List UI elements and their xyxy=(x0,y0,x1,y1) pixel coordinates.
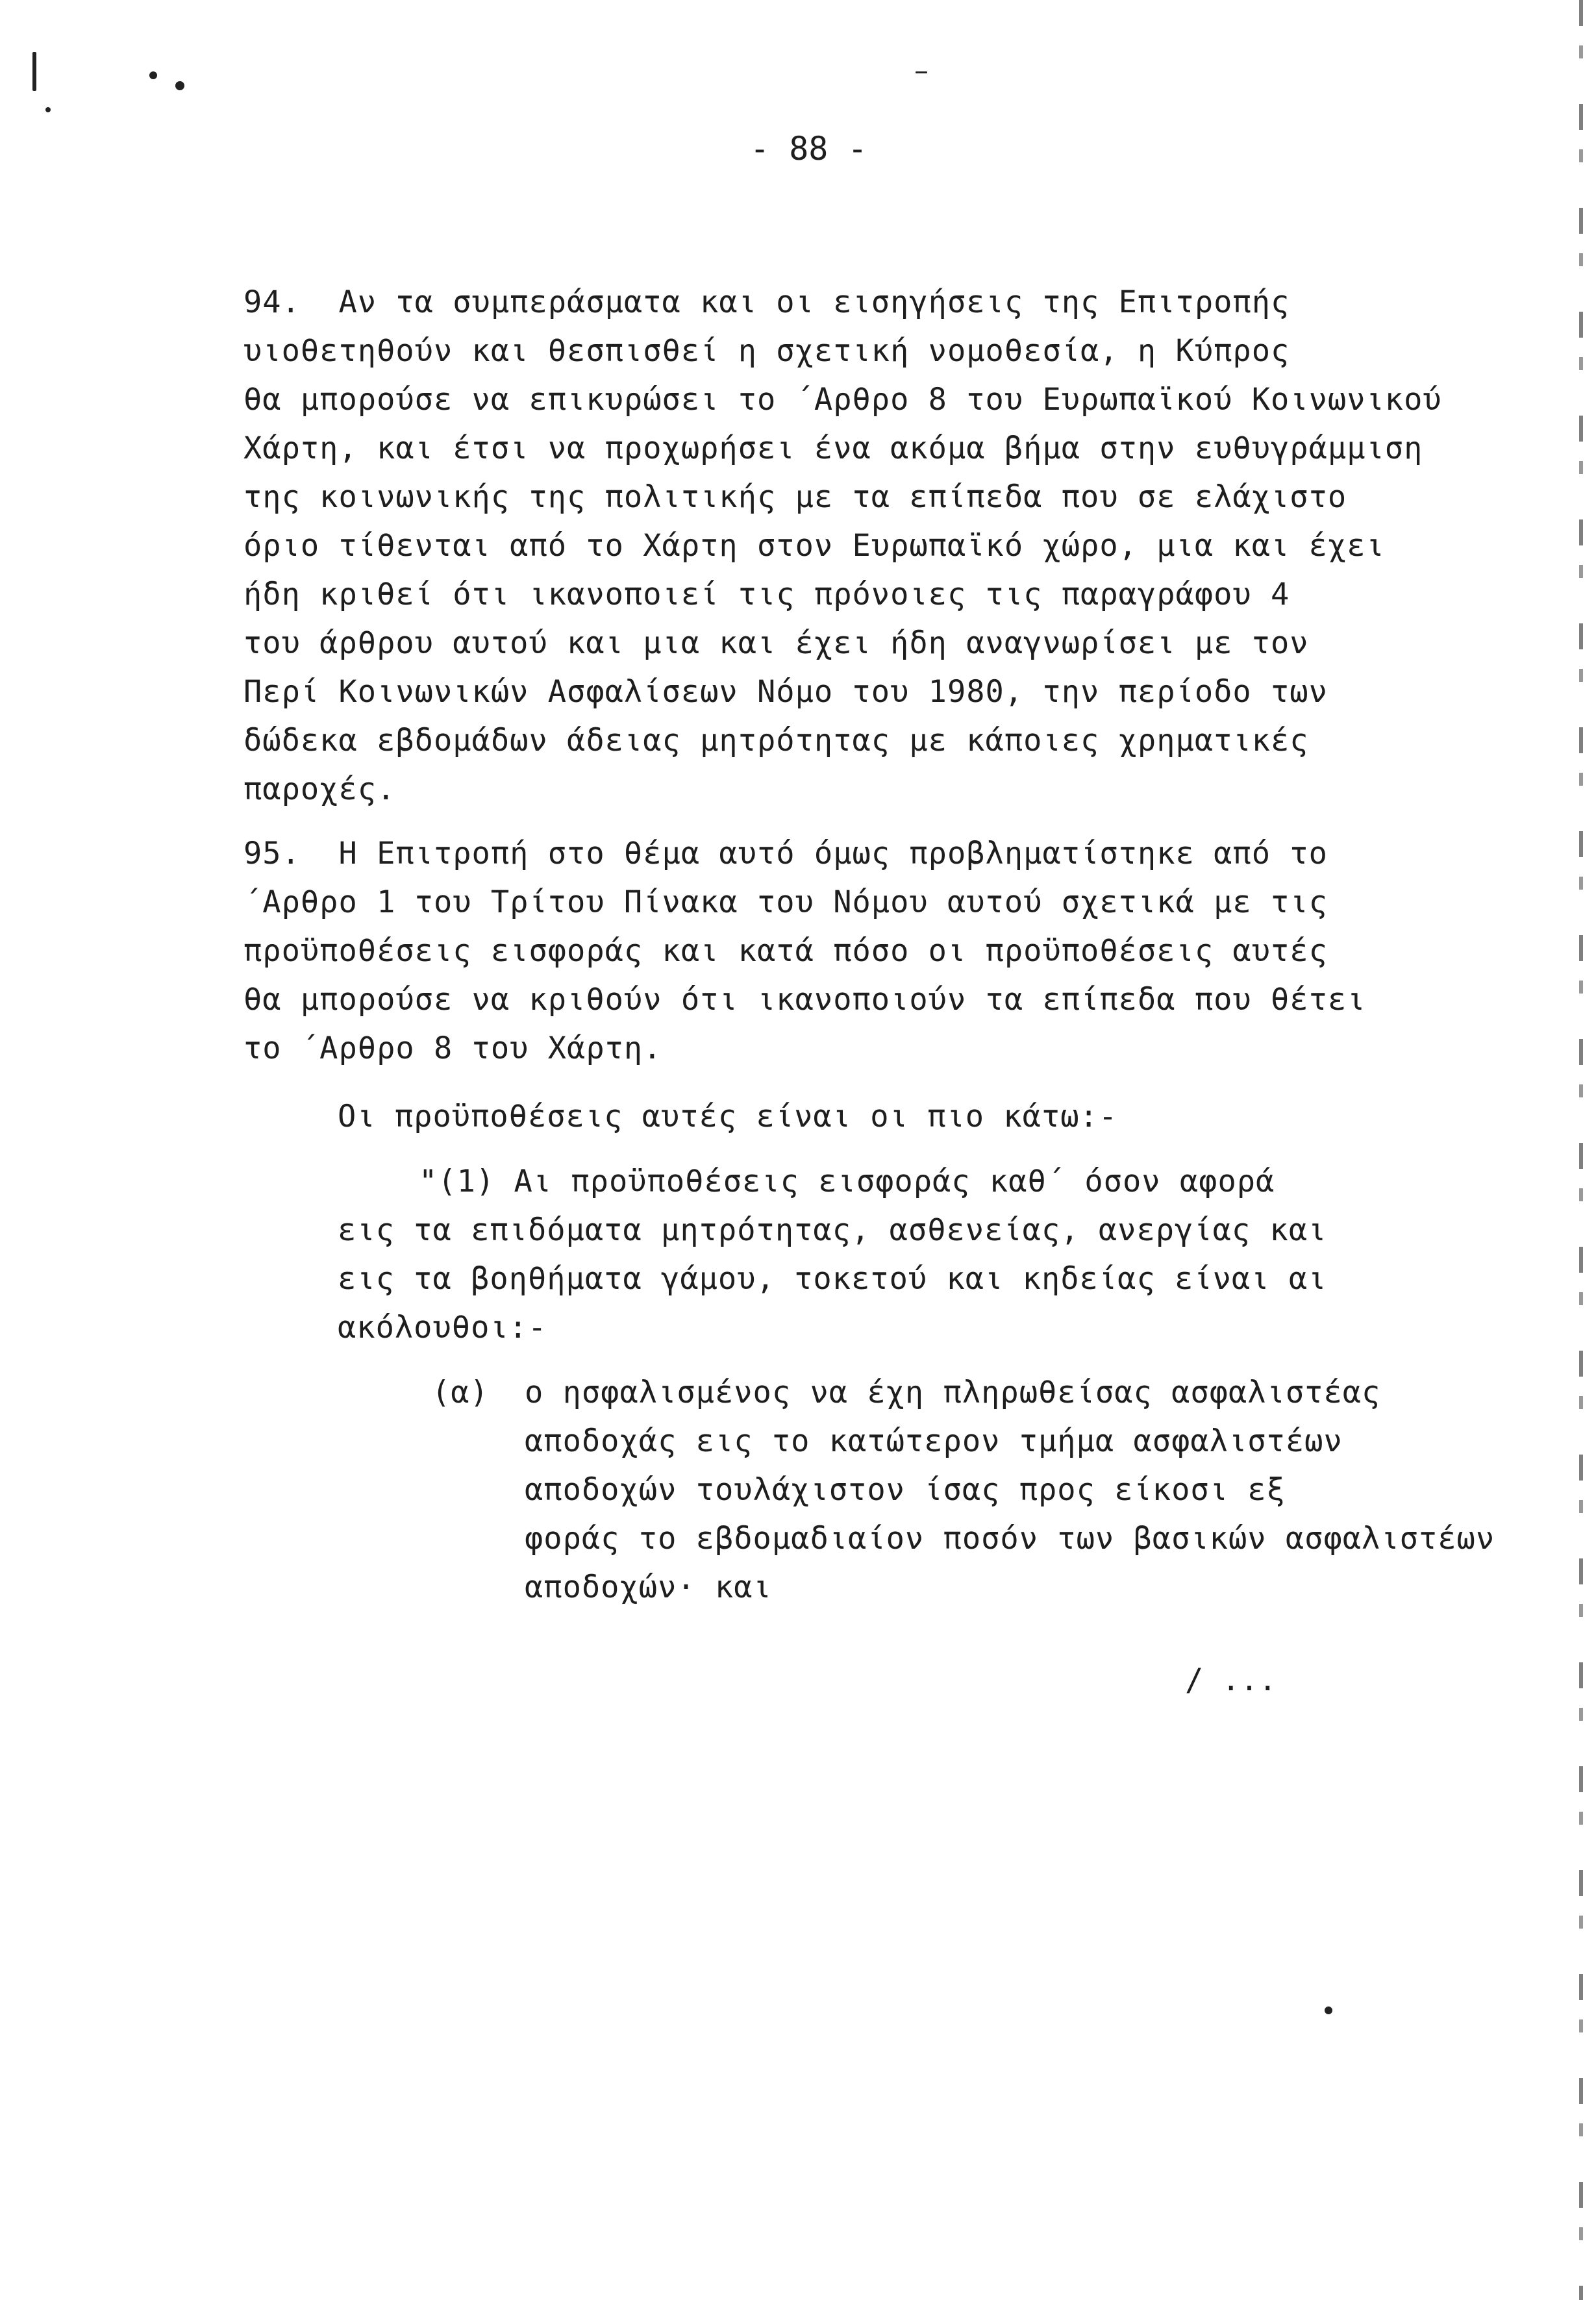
text-line: προϋποθέσεις εισφοράς και κατά πόσο οι προϋποθέσεις αυτές xyxy=(243,933,1328,969)
continuation-mark: / ... xyxy=(1185,1662,1277,1698)
text-line: ο ησφαλισμένος να έχη πληρωθείσας ασφαλιστέας xyxy=(525,1375,1381,1410)
text-line: αποδοχών τουλάχιστον ίσας προς είκοσι εξ xyxy=(525,1472,1286,1508)
text-line: εις τα βοηθήματα γάμου, τοκετού και κηδείας είναι αι xyxy=(338,1261,1327,1297)
text-line: αποδοχών· και xyxy=(525,1569,772,1605)
text-line: Χάρτη, και έτσι να προχωρήσει ένα ακόμα βήμα στην ευθυγράμμιση xyxy=(243,431,1423,466)
text-line: Περί Κοινωνικών Ασφαλίσεων Νόμο του 1980, την περίοδο των xyxy=(243,674,1328,710)
text-line: του άρθρου αυτού και μια και έχει ήδη αναγνωρίσει με τον xyxy=(243,625,1309,661)
text-line: 94. Αν τα συμπεράσματα και οι εισηγήσεις της Επιτροπής xyxy=(243,284,1290,320)
scan-speck xyxy=(32,52,36,91)
scan-speck xyxy=(1325,2006,1332,2014)
text-line: φοράς το εβδομαδιαίον ποσόν των βασικών ασφαλιστέων xyxy=(525,1521,1495,1556)
text-line: παροχές. xyxy=(243,771,396,807)
page-number: - 88 - xyxy=(750,130,867,168)
text-line: της κοινωνικής της πολιτικής με τα επίπεδα που σε ελάχιστο xyxy=(243,479,1347,515)
text-line: 95. Η Επιτροπή στο θέμα αυτό όμως προβληματίστηκε από το xyxy=(243,836,1328,871)
item-label: (α) xyxy=(432,1375,489,1410)
text-line: ακόλουθοι:- xyxy=(338,1310,547,1345)
text-line: θα μπορούσε να κριθούν ότι ικανοποιούν τα επίπεδα που θέτει xyxy=(243,982,1366,1018)
text-line: υιοθετηθούν και θεσπισθεί η σχετική νομοθεσία, η Κύπρος xyxy=(243,333,1290,369)
text-line: εις τα επιδόματα μητρότητας, ασθενείας, ανεργίας και xyxy=(338,1212,1327,1248)
intro-line: Οι προϋποθέσεις αυτές είναι οι πιο κάτω:- xyxy=(338,1099,1118,1134)
text-line: αποδοχάς εις το κατώτερον τμήμα ασφαλιστέων xyxy=(525,1423,1343,1459)
text-line: το ΄Αρθρο 8 του Χάρτη. xyxy=(243,1031,662,1066)
text-line: ΄Αρθρο 1 του Τρίτου Πίνακα του Νόμου αυτού σχετικά με τις xyxy=(243,884,1328,920)
text-line: ήδη κριθεί ότι ικανοποιεί τις πρόνοιες τις παραγράφου 4 xyxy=(243,577,1290,612)
scan-speck xyxy=(916,71,927,73)
text-line: όριο τίθενται από το Χάρτη στον Ευρωπαϊκό χώρο, μια και έχει xyxy=(243,528,1385,564)
scan-speck xyxy=(175,81,184,90)
text-line: θα μπορούσε να επικυρώσει το ΄Αρθρο 8 του Ευρωπαϊκού Κοινωνικού xyxy=(243,382,1442,418)
scan-speck xyxy=(45,107,51,112)
text-line: "(1) Αι προϋποθέσεις εισφοράς καθ΄ όσον αφορά xyxy=(419,1164,1275,1199)
scan-edge-artifact xyxy=(1579,0,1583,2300)
text-line: δώδεκα εβδομάδων άδειας μητρότητας με κάποιες χρηματικές xyxy=(243,723,1309,758)
scan-speck xyxy=(149,71,157,79)
